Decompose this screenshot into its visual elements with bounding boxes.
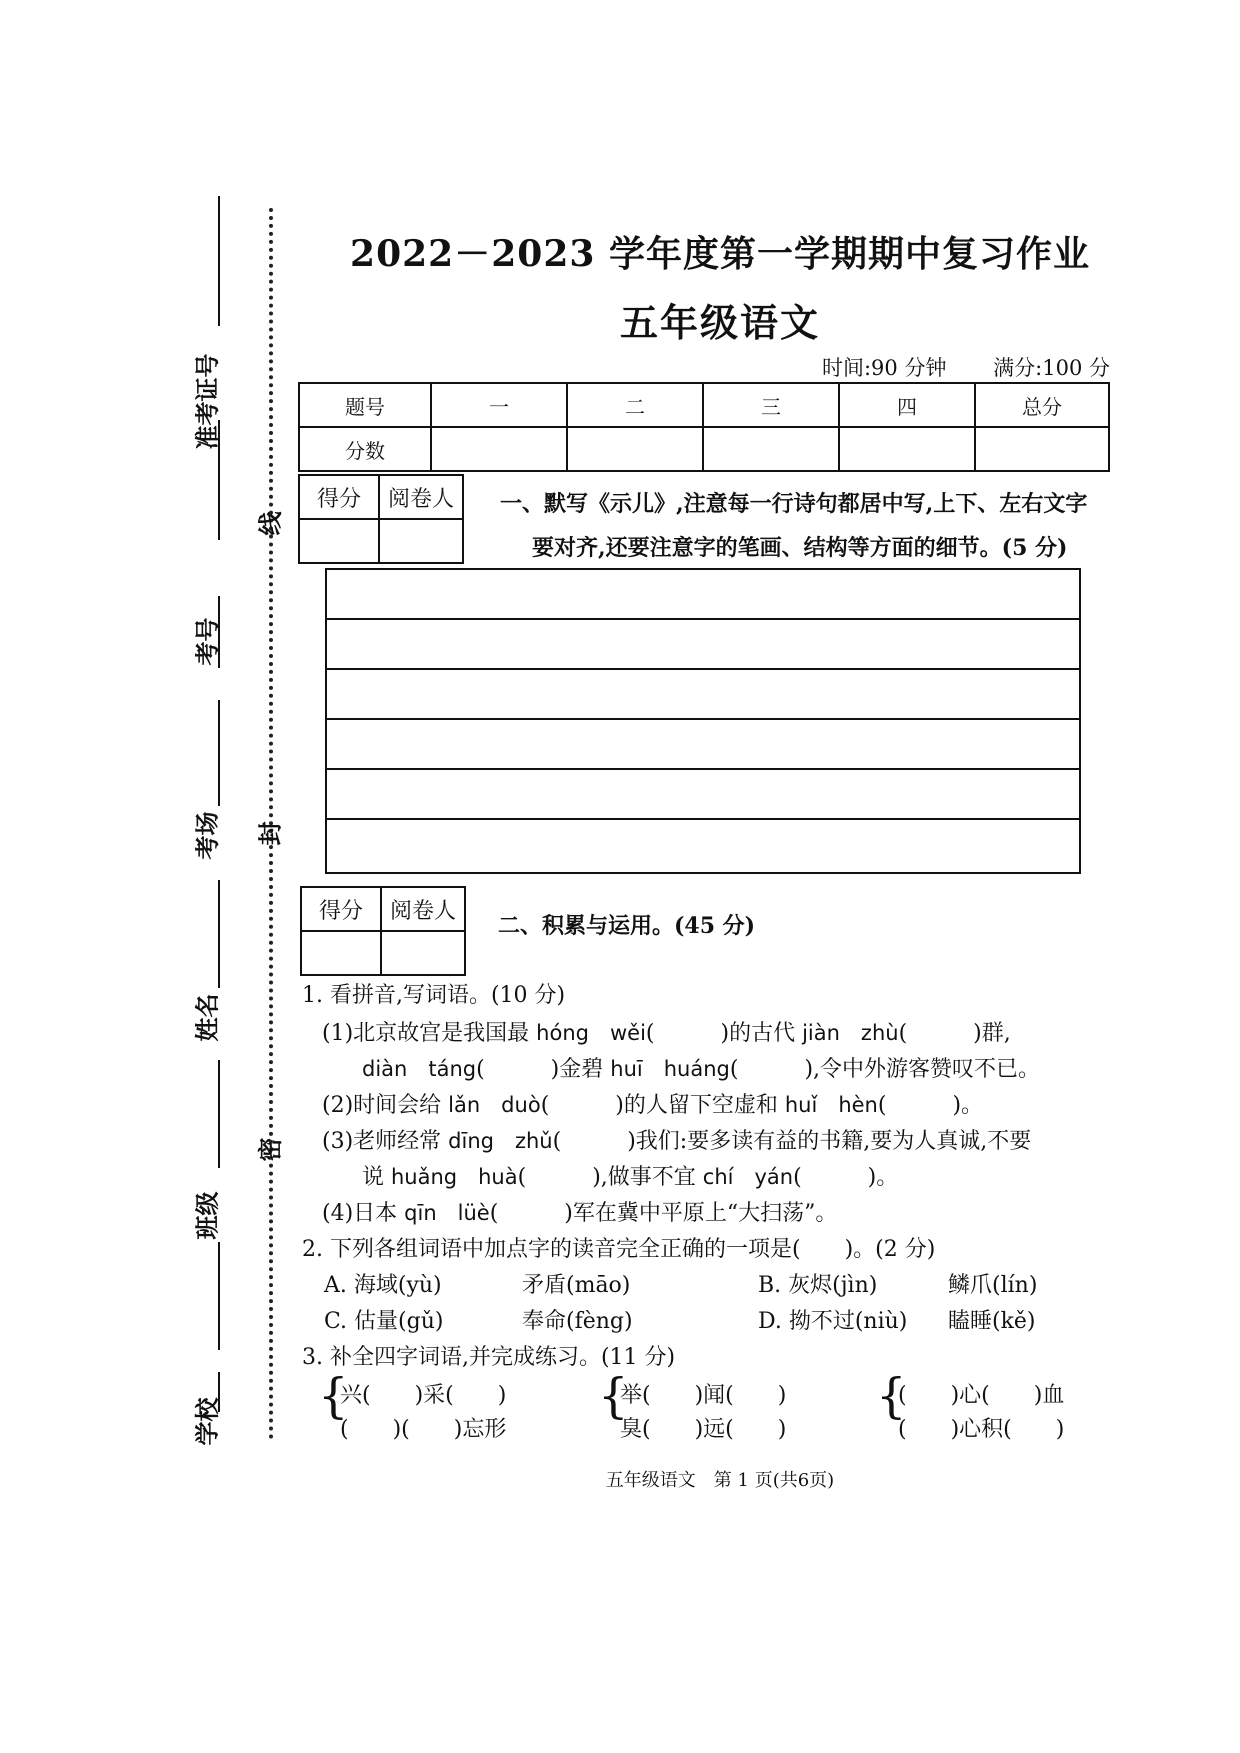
q3-group3-b[interactable]: ( )心积( ) [898,1417,1065,1442]
binding-line [218,700,220,806]
pinyin: diàn táng [362,1057,477,1081]
table-cell: 总分 [975,383,1109,427]
table-cell: 二 [567,383,703,427]
q3-group1-b[interactable]: ( )( )忘形 [340,1417,507,1442]
grader-reader-cell[interactable] [381,931,465,975]
label-name: 姓名 [192,993,222,1042]
table-row [299,383,1109,427]
q2-option-a[interactable]: A. 海域(yù) [324,1273,442,1298]
q2-option-d[interactable]: D. 拗不过(niù) [758,1309,908,1334]
label-candidate-id: 准考证号 [192,353,222,450]
writing-line [327,818,1079,820]
page-footer: 五年级语文 第 1 页(共6页) [605,1470,835,1491]
q1-line: (4)日本 qīn lüè( )军在冀中平原上“大扫荡”。 [322,1201,838,1226]
grader-score-label: 得分 [299,475,379,519]
grader-box [300,886,466,976]
label-class: 班级 [192,1191,222,1240]
section1-line2: 要对齐,还要注意字的笔画、结构等方面的细节。(5 分) [532,535,1068,561]
score-cell[interactable] [567,427,703,471]
section1-line1: 一、默写《示儿》,注意每一行诗句都居中写,上下、左右文字 [500,491,1088,517]
exam-full-score: 满分:100 分 [993,356,1110,380]
q3-group1-a[interactable]: 兴( )采( ) [340,1383,507,1408]
q2-option-c2: 奉命(fèng) [522,1309,633,1334]
brace-icon: { [876,1368,907,1424]
brace-icon: { [598,1368,629,1424]
section2-heading: 二、积累与运用。(45 分) [498,913,756,939]
seal-char-feng: 封 [255,821,285,846]
section1-heading [500,482,1087,570]
table-cell: 题号 [299,383,431,427]
pinyin: huǎng huà [391,1165,518,1189]
q2-option-d2: 瞌睡(kě) [948,1309,1036,1334]
q1-line: diàn táng( )金碧 huī huáng( ),令中外游客赞叹不已。 [362,1057,1041,1082]
grader-reader-cell[interactable] [379,519,463,563]
q1-heading: 1. 看拼音,写词语。(10 分) [302,983,566,1008]
table-cell: 分数 [299,427,431,471]
writing-line [327,768,1079,770]
brace-icon: { [318,1368,349,1424]
writing-line [327,718,1079,720]
pinyin: hóng wěi [536,1021,646,1045]
pinyin: qīn lüè [404,1201,490,1225]
q1-line: (1)北京故宫是我国最 hóng wěi( )的古代 jiàn zhù( )群, [322,1021,1011,1046]
writing-line [327,668,1079,670]
label-school: 学校 [192,1397,222,1446]
exam-time: 时间:90 分钟 [821,356,947,380]
binding-line [218,1060,220,1168]
q2-option-b[interactable]: B. 灰烬(jìn) [758,1273,878,1298]
q3-group2-a[interactable]: 举( )闻( ) [620,1383,787,1408]
page-title: 2022－2023 学年度第一学期期中复习作业 [350,233,1090,275]
grader-score-cell[interactable] [299,519,379,563]
binding-line [218,196,220,326]
table-row [299,427,1109,471]
pinyin: huī huáng [610,1057,730,1081]
seal-char-xian: 线 [255,511,285,536]
score-cell[interactable] [703,427,839,471]
label-exam-room: 考场 [192,811,222,860]
q3-group3-a[interactable]: ( )心( )血 [898,1383,1065,1408]
grader-score-cell[interactable] [301,931,381,975]
q3-group2-b[interactable]: 臭( )远( ) [620,1417,787,1442]
score-cell[interactable] [839,427,975,471]
poem-writing-area[interactable] [325,568,1081,874]
q2-option-a2: 矛盾(māo) [522,1273,631,1298]
q2-option-c[interactable]: C. 估量(gǔ) [324,1309,444,1334]
pinyin: jiàn zhù [802,1021,899,1045]
q2-heading: 2. 下列各组词语中加点字的读音完全正确的一项是( )。(2 分) [302,1237,936,1262]
exam-info [782,352,1110,382]
pinyin: lǎn duò [448,1093,541,1117]
table-cell: 一 [431,383,567,427]
page-subtitle: 五年级语文 [619,300,820,345]
table-cell: 三 [703,383,839,427]
q1-line: (3)老师经常 dīng zhǔ( )我们:要多读有益的书籍,要为人真诚,不要 [322,1129,1032,1154]
grader-box [298,474,464,564]
table-cell: 四 [839,383,975,427]
binding-line [218,1242,220,1350]
seal-char-mi: 密 [255,1137,285,1162]
pinyin: huǐ hèn [784,1093,878,1117]
pinyin: chí yán [702,1165,794,1189]
q1-line: (2)时间会给 lǎn duò( )的人留下空虚和 huǐ hèn( )。 [322,1093,984,1118]
binding-line [218,880,220,988]
score-table [298,382,1110,472]
grader-reader-label: 阅卷人 [379,475,463,519]
grader-score-label: 得分 [301,887,381,931]
score-cell[interactable] [431,427,567,471]
q1-line: 说 huǎng huà( ),做事不宜 chí yán( )。 [362,1165,899,1190]
score-cell[interactable] [975,427,1109,471]
q2-option-b2: 鳞爪(lín) [948,1273,1038,1298]
pinyin: dīng zhǔ [448,1129,553,1153]
grader-reader-label: 阅卷人 [381,887,465,931]
label-exam-number: 考号 [192,617,222,666]
writing-line [327,618,1079,620]
q3-heading: 3. 补全四字词语,并完成练习。(11 分) [302,1345,676,1370]
